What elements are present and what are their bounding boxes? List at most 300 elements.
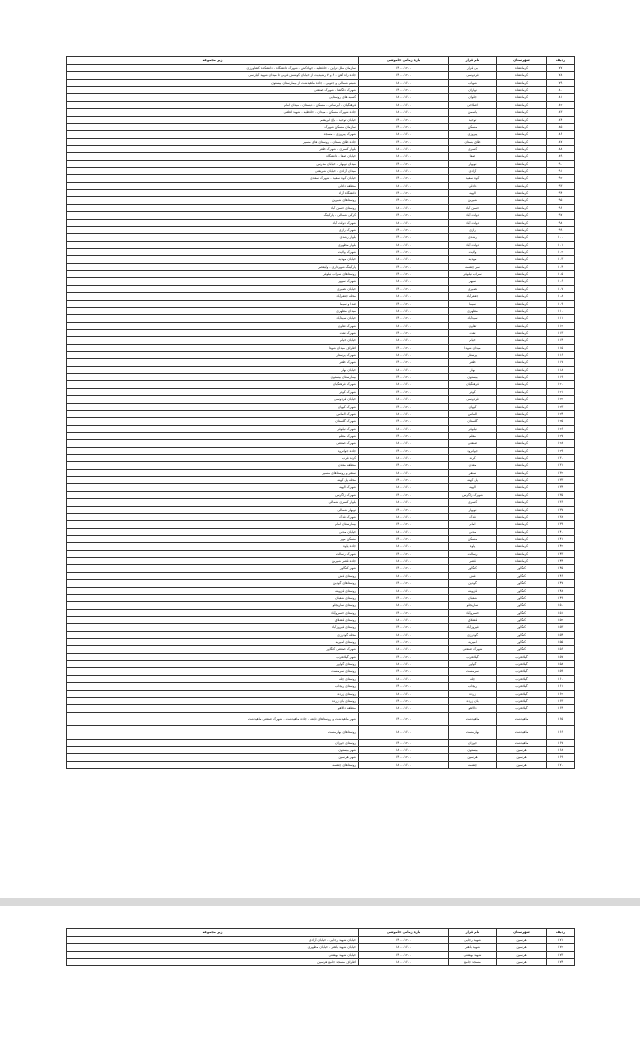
cell-row-number: ۱۳۵: [547, 491, 575, 498]
cell-row-number: ۱۶۲: [547, 690, 575, 697]
table-row: [67, 278, 575, 285]
table-row: [67, 226, 575, 233]
cell-row-number: ۱۴۷: [547, 580, 575, 587]
cell-headquarters: امام: [449, 521, 497, 528]
cell-row-number: ۱۳۲: [547, 469, 575, 476]
cell-routes: روستای گواور: [67, 661, 359, 668]
cell-headquarters: سیدآباد: [449, 315, 497, 322]
cell-row-number: ۱۴۵: [547, 565, 575, 572]
cell-time-range: ۱۴۰۰-۱۲۰۰: [359, 668, 449, 675]
table-row: [67, 536, 575, 543]
cell-row-number: ۱۲۶: [547, 425, 575, 432]
cell-row-number: ۷۷: [547, 65, 575, 72]
cell-headquarters: فدک: [449, 513, 497, 520]
cell-time-range: ۱۴۰۰-۱۲۰۰: [359, 594, 449, 601]
header-headquarters: نام قرار: [449, 929, 497, 937]
cell-time-range: ۱۸۰۰-۱۶۰۰: [359, 587, 449, 594]
cell-row-number: ۱۵۳: [547, 624, 575, 631]
table-row: [67, 477, 575, 484]
cell-city: کرمانشاه: [497, 190, 547, 197]
cell-headquarters: مطهری: [449, 307, 497, 314]
cell-headquarters: کوثر: [449, 388, 497, 395]
cell-routes: جاده قصر شیرین: [67, 558, 359, 565]
cell-headquarters: حسن آباد: [449, 204, 497, 211]
cell-row-number: ۸۷: [547, 138, 575, 145]
cell-row-number: ۹۶: [547, 204, 575, 211]
cell-row-number: ۱۱۴: [547, 337, 575, 344]
cell-routes: شهر گیلانغرب: [67, 653, 359, 660]
cell-routes: روستای ریجاب: [67, 683, 359, 690]
cell-time-range: ۱۸۰۰-۱۶۰۰: [359, 410, 449, 417]
cell-city: کرمانشاه: [497, 344, 547, 351]
cell-routes: نوبهار شمالی: [67, 506, 359, 513]
cell-headquarters: مسکن: [449, 123, 497, 130]
cell-row-number: ۷۹: [547, 79, 575, 86]
table-row: [67, 307, 575, 314]
table-row: [67, 639, 575, 646]
cell-time-range: ۱۸۰۰-۱۶۰۰: [359, 278, 449, 285]
cell-time-range: ۱۴۰۰-۱۲۰۰: [359, 951, 449, 958]
cell-headquarters: دولت آباد: [449, 219, 497, 226]
cell-row-number: ۱۰۹: [547, 300, 575, 307]
table-row: [67, 432, 575, 439]
cell-time-range: ۱۴۰۰-۱۲۰۰: [359, 739, 449, 746]
cell-routes: شهرک دلگشا - شهرک صنعتی: [67, 87, 359, 94]
table-row: [67, 440, 575, 447]
cell-headquarters: امیریه: [449, 639, 497, 646]
cell-headquarters: صنعتی: [449, 440, 497, 447]
cell-routes: خیابان کوه سفید - شهرک سعدی: [67, 175, 359, 182]
cell-routes: شبنم شمالی و جنوبی - جاده ماهیدشت از بیمارستان بیستون: [67, 79, 359, 86]
table-row: [67, 491, 575, 498]
cell-headquarters: شیرین: [449, 197, 497, 204]
cell-routes: روستای امیریه: [67, 639, 359, 646]
cell-headquarters: تعاون: [449, 322, 497, 329]
cell-row-number: ۱۱۲: [547, 322, 575, 329]
cell-routes: روستای سرمست: [67, 668, 359, 675]
cell-headquarters: شهید بهشتی: [449, 951, 497, 958]
cell-city: کرمانشاه: [497, 315, 547, 322]
cell-time-range: ۱۴۰۰-۱۲۰۰: [359, 477, 449, 484]
cell-row-number: ۱۴۸: [547, 587, 575, 594]
cell-time-range: ۱۴۰۰-۱۲۰۰: [359, 937, 449, 944]
cell-time-range: ۱۸۰۰-۱۶۰۰: [359, 959, 449, 966]
cell-routes: شهر هرسین: [67, 754, 359, 761]
cell-headquarters: الهیه: [449, 484, 497, 491]
cell-time-range: ۱۴۰۰-۱۲۰۰: [359, 212, 449, 219]
cell-time-range: ۱۴۰۰-۱۲۰۰: [359, 609, 449, 616]
cell-row-number: ۱۳۱: [547, 462, 575, 469]
cell-headquarters: میدان شهدا: [449, 344, 497, 351]
cell-routes: مسکن مهر: [67, 536, 359, 543]
cell-routes: جاده طاق بستان - روستای های مسیر: [67, 138, 359, 145]
cell-time-range: ۱۸۰۰-۱۶۰۰: [359, 396, 449, 403]
cell-city: کرمانشاه: [497, 278, 547, 285]
cell-routes: میدان مطهری: [67, 307, 359, 314]
cell-time-range: ۱۸۰۰-۱۶۰۰: [359, 381, 449, 388]
cell-city: کنگاور: [497, 639, 547, 646]
table-row: [67, 690, 575, 697]
cell-city: کرمانشاه: [497, 131, 547, 138]
cell-routes: شهرک رسالت: [67, 550, 359, 557]
cell-headquarters: سرمست: [449, 668, 497, 675]
cell-city: کرمانشاه: [497, 241, 547, 248]
table-row: [67, 359, 575, 366]
cell-routes: شهر ماهیدشت و روستاهای تابعه - جاده ماهیدشت - شهرک صنعتی ماهیدشت: [67, 712, 359, 726]
cell-headquarters: فرهنگیان: [449, 381, 497, 388]
cell-routes: روستای جوزان: [67, 739, 359, 746]
cell-time-range: ۱۸۰۰-۱۶۰۰: [359, 543, 449, 550]
cell-headquarters: بیستون: [449, 746, 497, 753]
cell-routes: روستای فش: [67, 572, 359, 579]
cell-headquarters: مدنی: [449, 528, 497, 535]
cell-city: کرمانشاه: [497, 87, 547, 94]
cell-routes: شهرک نفت: [67, 329, 359, 336]
cell-row-number: ۱۵۰: [547, 602, 575, 609]
cell-headquarters: سراب نیلوفر: [449, 271, 497, 278]
cell-headquarters: پاوه: [449, 543, 497, 550]
cell-time-range: ۱۴۰۰-۱۲۰۰: [359, 521, 449, 528]
table-row: [67, 160, 575, 167]
cell-routes: منطقه معدن: [67, 462, 359, 469]
cell-row-number: ۱۱۶: [547, 352, 575, 359]
cell-row-number: ۱۱۰: [547, 307, 575, 314]
cell-headquarters: نوبهار: [449, 506, 497, 513]
cell-row-number: ۹۷: [547, 212, 575, 219]
cell-city: کرمانشاه: [497, 337, 547, 344]
table-row: [67, 937, 575, 944]
cell-headquarters: رشدی: [449, 234, 497, 241]
table-row: [67, 761, 575, 768]
cell-time-range: ۱۴۰۰-۱۲۰۰: [359, 536, 449, 543]
cell-routes: شهرک فدک: [67, 513, 359, 520]
table-row: [67, 425, 575, 432]
cell-time-range: ۱۸۰۰-۱۶۰۰: [359, 307, 449, 314]
table-row: [67, 959, 575, 966]
table-row: [67, 248, 575, 255]
cell-headquarters: آزادی: [449, 168, 497, 175]
cell-routes: کرکی شمالی - پارکینگ: [67, 212, 359, 219]
cell-time-range: ۱۴۰۰-۱۲۰۰: [359, 87, 449, 94]
cell-row-number: ۱۷۳: [547, 951, 575, 958]
cell-city: هرسین: [497, 959, 547, 966]
cell-city: کرمانشاه: [497, 204, 547, 211]
cell-routes: شهرک پرستار: [67, 352, 359, 359]
cell-headquarters: معلم: [449, 432, 497, 439]
cell-row-number: ۱۷۱: [547, 937, 575, 944]
table-row: [67, 131, 575, 138]
cell-routes: شهرک ولایت: [67, 248, 359, 255]
cell-headquarters: پرستار: [449, 352, 497, 359]
cell-routes: روستای زرده: [67, 690, 359, 697]
table-row: [67, 499, 575, 506]
cell-time-range: ۱۴۰۰-۱۲۰۰: [359, 175, 449, 182]
table-row: [67, 410, 575, 417]
table-row: [67, 241, 575, 248]
cell-headquarters: صفا: [449, 153, 497, 160]
cell-city: کرمانشاه: [497, 513, 547, 520]
cell-time-range: ۱۴۰۰-۱۲۰۰: [359, 506, 449, 513]
table-row: [67, 65, 575, 72]
table-row: [67, 271, 575, 278]
cell-headquarters: جوزان: [449, 739, 497, 746]
cell-city: کنگاور: [497, 594, 547, 601]
cell-time-range: ۱۸۰۰-۱۶۰۰: [359, 572, 449, 579]
cell-time-range: ۱۴۰۰-۱۲۰۰: [359, 300, 449, 307]
cell-time-range: ۱۴۰۰-۱۲۰۰: [359, 683, 449, 690]
cell-routes: صدا و سیما: [67, 300, 359, 307]
cell-time-range: ۱۴۰۰-۱۲۰۰: [359, 359, 449, 366]
cell-headquarters: نصیری: [449, 285, 497, 292]
cell-headquarters: شعبان: [449, 594, 497, 601]
cell-routes: پارکینگ شهرداری - ولیعصر: [67, 263, 359, 270]
table-row: [67, 944, 575, 951]
cell-city: کرمانشاه: [497, 234, 547, 241]
cell-city: کنگاور: [497, 565, 547, 572]
cell-routes: خیابان شهید باهنر - خیابان مطهری: [67, 944, 359, 951]
cell-row-number: ۱۴۰: [547, 528, 575, 535]
cell-routes: سازمان ملل تراین - حافظیه - جهادکش - شهرک دانشگاه - دانشکده کشاورزی: [67, 65, 359, 72]
table-row: [67, 182, 575, 189]
cell-city: کرمانشاه: [497, 248, 547, 255]
header-city: شهرستان: [497, 57, 547, 65]
cell-time-range: ۱۸۰۰-۱۶۰۰: [359, 153, 449, 160]
cell-headquarters: دولت آباد: [449, 241, 497, 248]
table-row: [67, 572, 575, 579]
cell-city: کرمانشاه: [497, 506, 547, 513]
cell-city: کرمانشاه: [497, 366, 547, 373]
cell-routes: اطراف مسجد جامع هرسین: [67, 959, 359, 966]
table-row: [67, 528, 575, 535]
cell-time-range: ۱۸۰۰-۱۶۰۰: [359, 204, 449, 211]
table-row: [67, 668, 575, 675]
table-row: [67, 396, 575, 403]
cell-row-number: ۹۸: [547, 219, 575, 226]
cell-row-number: ۱۰۱: [547, 241, 575, 248]
table-row: [67, 506, 575, 513]
cell-row-number: ۱۲۳: [547, 403, 575, 410]
cell-time-range: ۱۴۰۰-۱۲۰۰: [359, 374, 449, 381]
table-row: [67, 550, 575, 557]
cell-city: کرمانشاه: [497, 175, 547, 182]
cell-headquarters: شهید باهنر: [449, 944, 497, 951]
cell-city: کرمانشاه: [497, 138, 547, 145]
cell-row-number: ۱۶۳: [547, 697, 575, 704]
cell-time-range: ۱۴۰۰-۱۲۰۰: [359, 418, 449, 425]
cell-city: کرمانشاه: [497, 293, 547, 300]
cell-headquarters: گودرزی: [449, 631, 497, 638]
cell-routes: روستاهای چشمه: [67, 761, 359, 768]
cell-headquarters: ولایت: [449, 248, 497, 255]
cell-row-number: ۱۰۷: [547, 285, 575, 292]
cell-time-range: ۱۸۰۰-۱۶۰۰: [359, 94, 449, 101]
cell-headquarters: شهرک زاگرس: [449, 491, 497, 498]
cell-city: کرمانشاه: [497, 285, 547, 292]
cell-time-range: ۱۸۰۰-۱۶۰۰: [359, 256, 449, 263]
cell-time-range: ۱۴۰۰-۱۲۰۰: [359, 285, 449, 292]
cell-city: کرمانشاه: [497, 499, 547, 506]
cell-row-number: ۱۲۸: [547, 440, 575, 447]
cell-city: کرمانشاه: [497, 307, 547, 314]
table-row: [67, 418, 575, 425]
cell-routes: روستای قزوینه: [67, 587, 359, 594]
cell-routes: شهرک گلستان: [67, 418, 359, 425]
cell-time-range: ۱۸۰۰-۱۶۰۰: [359, 79, 449, 86]
cell-time-range: ۱۸۰۰-۱۶۰۰: [359, 241, 449, 248]
cell-city: کرمانشاه: [497, 197, 547, 204]
cell-time-range: ۱۴۰۰-۱۲۰۰: [359, 639, 449, 646]
table-row: [67, 580, 575, 587]
cell-city: گیلانغرب: [497, 675, 547, 682]
table-row: [67, 175, 575, 182]
cell-city: ماهیدشت: [497, 726, 547, 740]
page-separator: [0, 898, 640, 906]
table-row: [67, 263, 575, 270]
cell-row-number: ۹۵: [547, 197, 575, 204]
cell-time-range: ۱۴۰۰-۱۲۰۰: [359, 160, 449, 167]
cell-row-number: ۱۵۵: [547, 639, 575, 646]
cell-time-range: ۱۴۰۰-۱۲۰۰: [359, 190, 449, 197]
cell-headquarters: بهار: [449, 366, 497, 373]
cell-city: کرمانشاه: [497, 94, 547, 101]
table-row: [67, 79, 575, 86]
cell-routes: خیابان فردوسی: [67, 396, 359, 403]
cell-headquarters: الهیه: [449, 190, 497, 197]
cell-city: کرمانشاه: [497, 219, 547, 226]
cell-row-number: ۱۰۰: [547, 234, 575, 241]
cell-city: کرمانشاه: [497, 153, 547, 160]
cell-city: کنگاور: [497, 609, 547, 616]
cell-city: کرمانشاه: [497, 65, 547, 72]
cell-time-range: ۱۸۰۰-۱۶۰۰: [359, 168, 449, 175]
cell-time-range: ۱۴۰۰-۱۲۰۰: [359, 580, 449, 587]
cell-routes: خیابان شهید بهشتی: [67, 951, 359, 958]
cell-time-range: ۱۴۰۰-۱۲۰۰: [359, 116, 449, 123]
cell-time-range: ۱۴۰۰-۱۲۰۰: [359, 403, 449, 410]
cell-headquarters: ماهیدشت: [449, 712, 497, 726]
cell-row-number: ۹۲: [547, 175, 575, 182]
cell-row-number: ۱۴۳: [547, 550, 575, 557]
cell-time-range: ۱۸۰۰-۱۶۰۰: [359, 131, 449, 138]
cell-routes: سازمان مسکن شهرک: [67, 123, 359, 130]
cell-routes: شهرک رازی: [67, 226, 359, 233]
table-row: [67, 94, 575, 101]
cell-routes: بیمارستان بیستون: [67, 374, 359, 381]
cell-headquarters: بهارمست: [449, 726, 497, 740]
cell-routes: روستاهای شیرین: [67, 197, 359, 204]
cell-row-number: ۱۴۲: [547, 543, 575, 550]
cell-headquarters: گودین: [449, 580, 497, 587]
cell-city: کرمانشاه: [497, 263, 547, 270]
cell-headquarters: قصر: [449, 558, 497, 565]
cell-headquarters: سیما: [449, 300, 497, 307]
table-row: [67, 661, 575, 668]
cell-headquarters: دولت آباد: [449, 212, 497, 219]
cell-city: ماهیدشت: [497, 712, 547, 726]
cell-headquarters: فردوسی: [449, 72, 497, 79]
document-page-2: [0, 906, 640, 1063]
table-row: [67, 101, 575, 108]
cell-routes: شهرک نیلوفر: [67, 425, 359, 432]
cell-city: کرمانشاه: [497, 160, 547, 167]
cell-headquarters: معدن: [449, 462, 497, 469]
cell-city: گیلانغرب: [497, 683, 547, 690]
cell-city: کنگاور: [497, 572, 547, 579]
cell-headquarters: یاسمن: [449, 109, 497, 116]
table-row: [67, 300, 575, 307]
cell-routes: محله گودرزی: [67, 631, 359, 638]
cell-row-number: ۱۵۶: [547, 646, 575, 653]
table-row: [67, 484, 575, 491]
cell-routes: کرند غرب: [67, 455, 359, 462]
table-row: [67, 697, 575, 704]
cell-row-number: ۹۰: [547, 160, 575, 167]
cell-city: کرمانشاه: [497, 536, 547, 543]
cell-headquarters: ساریجلو: [449, 602, 497, 609]
cell-row-number: ۱۵۷: [547, 653, 575, 660]
table-row: [67, 594, 575, 601]
cell-time-range: ۱۴۰۰-۱۲۰۰: [359, 329, 449, 336]
cell-headquarters: گلستان: [449, 418, 497, 425]
cell-time-range: ۱۴۰۰-۱۲۰۰: [359, 234, 449, 241]
cell-row-number: ۱۴۹: [547, 594, 575, 601]
table-row: [67, 609, 575, 616]
cell-time-range: ۱۸۰۰-۱۶۰۰: [359, 661, 449, 668]
cell-time-range: ۱۸۰۰-۱۶۰۰: [359, 705, 449, 712]
table-row: [67, 726, 575, 740]
table-row: [67, 558, 575, 565]
cell-routes: شهرک کوثر: [67, 388, 359, 395]
cell-row-number: ۱۱۹: [547, 374, 575, 381]
cell-routes: خیابان صفا - دانشگاه: [67, 153, 359, 160]
cell-city: هرسین: [497, 951, 547, 958]
cell-time-range: ۱۴۰۰-۱۲۰۰: [359, 65, 449, 72]
cell-headquarters: مسجد جامع: [449, 959, 497, 966]
cell-time-range: ۱۸۰۰-۱۶۰۰: [359, 425, 449, 432]
cell-headquarters: شهرک صنعتی: [449, 646, 497, 653]
cell-row-number: ۹۹: [547, 226, 575, 233]
cell-time-range: ۱۴۰۰-۱۲۰۰: [359, 226, 449, 233]
cell-city: گیلانغرب: [497, 653, 547, 660]
cell-row-number: ۱۵۹: [547, 668, 575, 675]
cell-headquarters: فردوسی: [449, 396, 497, 403]
cell-routes: روستای حسن آباد: [67, 204, 359, 211]
cell-row-number: ۹۴: [547, 190, 575, 197]
cell-city: کرمانشاه: [497, 226, 547, 233]
table-row: [67, 462, 575, 469]
cell-city: کرمانشاه: [497, 101, 547, 108]
cell-city: کرمانشاه: [497, 462, 547, 469]
cell-routes: شهرک پیروزی - مسجد: [67, 131, 359, 138]
cell-routes: روستاهای بهارمست: [67, 726, 359, 740]
cell-headquarters: بی قرار: [449, 65, 497, 72]
cell-headquarters: الماس: [449, 410, 497, 417]
cell-city: گیلانغرب: [497, 690, 547, 697]
cell-time-range: ۱۴۰۰-۱۲۰۰: [359, 72, 449, 79]
cell-city: کرمانشاه: [497, 322, 547, 329]
cell-row-number: ۱۰۲: [547, 248, 575, 255]
cell-city: کرمانشاه: [497, 469, 547, 476]
cell-time-range: ۱۸۰۰-۱۶۰۰: [359, 675, 449, 682]
cell-city: کرمانشاه: [497, 329, 547, 336]
cell-routes: بلوار کسری - شهرک ظفر: [67, 145, 359, 152]
cell-headquarters: کسری: [449, 499, 497, 506]
table-row: [67, 190, 575, 197]
cell-time-range: ۱۸۰۰-۱۶۰۰: [359, 293, 449, 300]
table-row: [67, 352, 575, 359]
cell-time-range: ۱۸۰۰-۱۶۰۰: [359, 322, 449, 329]
cell-headquarters: جعفرآباد: [449, 293, 497, 300]
